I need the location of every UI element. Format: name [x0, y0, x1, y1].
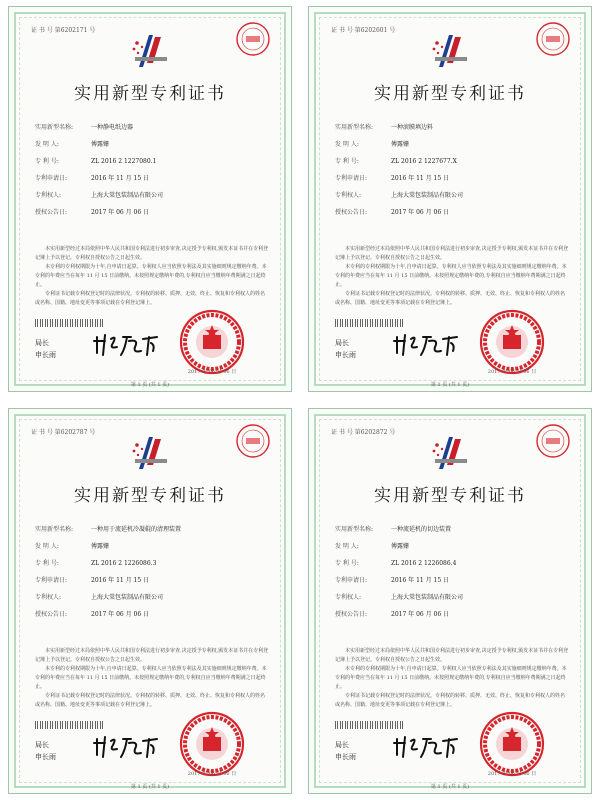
certificate-title: 实用新型专利证书	[374, 84, 526, 104]
field-name: 实用新型名称: 一种流延机的切边装置	[335, 526, 452, 533]
certificate-fields	[335, 119, 571, 221]
page-number: 第 1 页 (共 1 页)	[130, 382, 170, 388]
barcode	[35, 319, 105, 327]
seal-date: 2017 年 06 月 06 日	[187, 369, 237, 375]
field-patentee: 专利权人: 上海大棠包装制品有限公司	[35, 192, 164, 199]
cnipa-emblem-icon	[129, 31, 173, 71]
field-application-date: 专利申请日: 2016 年 11 月 15 日	[35, 577, 150, 584]
director-block	[35, 739, 56, 763]
signature-icon	[391, 731, 463, 761]
director-title: 局长	[335, 741, 349, 749]
field-patent-number: 专 利 号: ZL 2016 2 1227080.1	[35, 158, 157, 165]
certificate-fields	[35, 119, 271, 221]
patent-certificate	[308, 6, 592, 392]
certificate-number: 证 书 号 第6202787 号	[31, 429, 96, 436]
field-application-date: 专利申请日: 2016 年 11 月 15 日	[335, 175, 450, 182]
patent-certificate	[8, 6, 292, 392]
director-name: 申长雨	[35, 753, 56, 761]
official-seal-icon	[479, 309, 545, 375]
corner-seal-icon	[535, 21, 571, 57]
field-inventor: 发 明 人: 傅露姗	[35, 543, 110, 550]
seal-date: 2017 年 06 月 06 日	[487, 771, 537, 777]
certificate-fields	[335, 521, 571, 623]
signature-icon	[91, 329, 163, 359]
field-name: 实用新型名称: 一种静电纸边器	[35, 124, 134, 131]
field-inventor: 发 明 人: 傅露姗	[35, 141, 110, 148]
official-seal-icon	[179, 711, 245, 777]
field-inventor: 发 明 人: 傅露姗	[335, 141, 410, 148]
field-application-date: 专利申请日: 2016 年 11 月 15 日	[335, 577, 450, 584]
official-seal-icon	[179, 309, 245, 375]
field-patent-number: 专 利 号: ZL 2016 2 1226086.4	[335, 560, 457, 567]
field-application-date: 专利申请日: 2016 年 11 月 15 日	[35, 175, 150, 182]
barcode	[335, 721, 405, 729]
certificate-body: 本实用新型经过本局依照中华人民共和国专利法进行初步审查,决定授予专利权,颁发本证书并在专利登记簿上予以登记。专利权自授权公告之日起生效。 本专利的专利权期限为十年,自申请日起算。专利权人应当依照专利法及其实施细则规定缴纳年费。本专利的年费应当在每年 11 月 15 日前缴纳。未按照规定缴纳年费的,专利权自应当缴纳年费期满之日起终止。 专利证书记载专利权登记时的法律状况。专利权的转移、质押、无效、终止、恢复和专利权人的姓名或名称、国籍、地址变更等事项记载在专利登记簿上。	[35, 648, 269, 708]
director-title: 局长	[35, 339, 49, 347]
field-grant-date: 授权公告日: 2017 年 06 月 06 日	[35, 611, 150, 618]
barcode	[335, 319, 405, 327]
field-patentee: 专利权人: 上海大棠包装制品有限公司	[35, 594, 164, 601]
certificate-body: 本实用新型经过本局依照中华人民共和国专利法进行初步审查,决定授予专利权,颁发本证书并在专利登记簿上予以登记。专利权自授权公告之日起生效。 本专利的专利权期限为十年,自申请日起算。专利权人应当依照专利法及其实施细则规定缴纳年费。本专利的年费应当在每年 11 月 15 日前缴纳。未按照规定缴纳年费的,专利权自应当缴纳年费期满之日起终止。 专利证书记载专利权登记时的法律状况。专利权的转移、质押、无效、终止、恢复和专利权人的姓名或名称、国籍、地址变更等事项记载在专利登记簿上。	[35, 246, 269, 306]
director-name: 申长雨	[35, 351, 56, 359]
field-grant-date: 授权公告日: 2017 年 06 月 06 日	[335, 611, 450, 618]
field-patentee: 专利权人: 上海大棠包装制品有限公司	[335, 192, 464, 199]
certificate-body: 本实用新型经过本局依照中华人民共和国专利法进行初步审查,决定授予专利权,颁发本证书并在专利登记簿上予以登记。专利权自授权公告之日起生效。 本专利的专利权期限为十年,自申请日起算。专利权人应当依照专利法及其实施细则规定缴纳年费。本专利的年费应当在每年 11 月 15 日前缴纳。未按照规定缴纳年费的,专利权自应当缴纳年费期满之日起终止。 专利证书记载专利权登记时的法律状况。专利权的转移、质押、无效、终止、恢复和专利权人的姓名或名称、国籍、地址变更等事项记载在专利登记簿上。	[335, 648, 569, 708]
certificate-number: 证 书 号 第6202171 号	[31, 27, 96, 34]
seal-date: 2017 年 06 月 06 日	[187, 771, 237, 777]
official-seal-icon	[479, 711, 545, 777]
field-patent-number: 专 利 号: ZL 2016 2 1227677.X	[335, 158, 457, 165]
patent-certificate	[8, 408, 292, 794]
page-number: 第 1 页 (共 1 页)	[430, 382, 470, 388]
field-grant-date: 授权公告日: 2017 年 06 月 06 日	[35, 209, 150, 216]
cnipa-emblem-icon	[129, 433, 173, 473]
field-patent-number: 专 利 号: ZL 2016 2 1226086.3	[35, 560, 157, 567]
director-name: 申长雨	[335, 753, 356, 761]
field-grant-date: 授权公告日: 2017 年 06 月 06 日	[335, 209, 450, 216]
certificate-title: 实用新型专利证书	[74, 84, 226, 104]
corner-seal-icon	[235, 21, 271, 57]
patent-certificate	[308, 408, 592, 794]
page-number: 第 1 页 (共 1 页)	[430, 784, 470, 790]
certificate-body: 本实用新型经过本局依照中华人民共和国专利法进行初步审查,决定授予专利权,颁发本证书并在专利登记簿上予以登记。专利权自授权公告之日起生效。 本专利的专利权期限为十年,自申请日起算。专利权人应当依照专利法及其实施细则规定缴纳年费。本专利的年费应当在每年 11 月 15 日前缴纳。未按照规定缴纳年费的,专利权自应当缴纳年费期满之日起终止。 专利证书记载专利权登记时的法律状况。专利权的转移、质押、无效、终止、恢复和专利权人的姓名或名称、国籍、地址变更等事项记载在专利登记簿上。	[335, 246, 569, 306]
certificate-number: 证 书 号 第6202872 号	[331, 429, 396, 436]
cnipa-emblem-icon	[429, 31, 473, 71]
director-block	[335, 337, 356, 361]
director-name: 申长雨	[335, 351, 356, 359]
field-inventor: 发 明 人: 傅露姗	[335, 543, 410, 550]
certificate-title: 实用新型专利证书	[74, 486, 226, 506]
certificate-number: 证 书 号 第6202601 号	[331, 27, 396, 34]
director-title: 局长	[35, 741, 49, 749]
corner-seal-icon	[235, 423, 271, 459]
field-patentee: 专利权人: 上海大棠包装制品有限公司	[335, 594, 464, 601]
field-name: 实用新型名称: 一种用于流延机冷凝辊的清理装置	[35, 526, 182, 533]
seal-date: 2017 年 06 月 06 日	[487, 369, 537, 375]
certificate-title: 实用新型专利证书	[374, 486, 526, 506]
signature-icon	[391, 329, 463, 359]
cnipa-emblem-icon	[429, 433, 473, 473]
barcode	[35, 721, 105, 729]
director-block	[35, 337, 56, 361]
corner-seal-icon	[535, 423, 571, 459]
certificate-fields	[35, 521, 271, 623]
field-name: 实用新型名称: 一种滚膜填边料	[335, 124, 434, 131]
signature-icon	[91, 731, 163, 761]
page-number: 第 1 页 (共 1 页)	[130, 784, 170, 790]
director-title: 局长	[335, 339, 349, 347]
director-block	[335, 739, 356, 763]
